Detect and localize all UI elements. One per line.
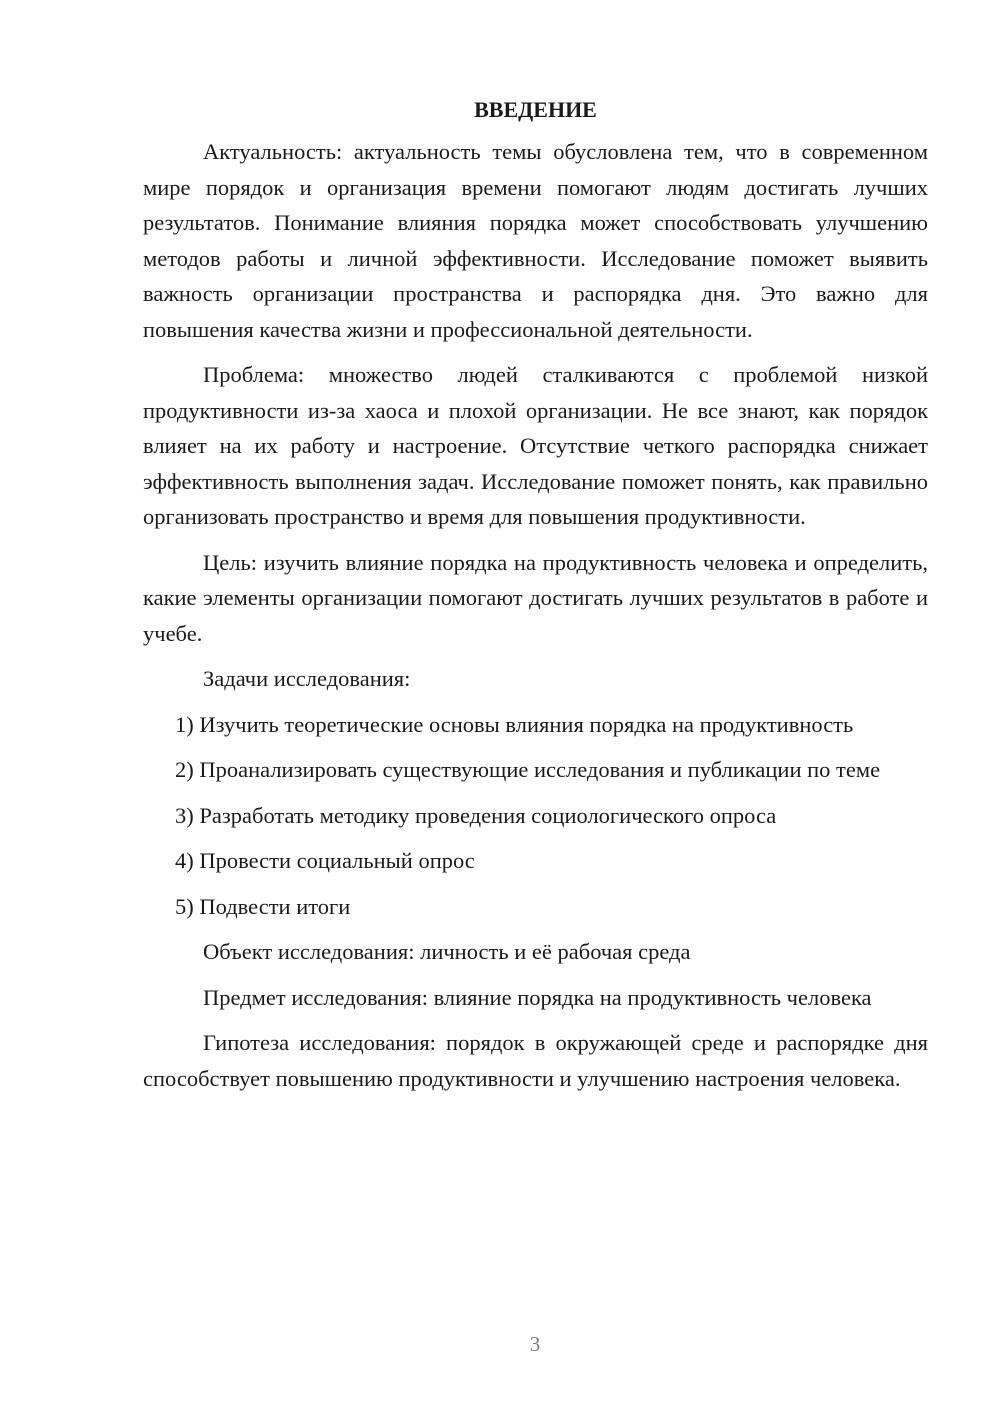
task-item-1: 1) Изучить теоретические основы влияния порядка на продуктивность (175, 711, 854, 737)
tasks-heading: Задачи исследования: (203, 666, 411, 691)
document-title: ВВЕДЕНИЕ (474, 97, 597, 122)
page-number: 3 (529, 1332, 541, 1356)
document-page (143, 92, 928, 1096)
object-paragraph: Объект исследования: личность и её рабочая среда (203, 939, 691, 964)
relevance-paragraph: Актуальность: актуальность темы обусловлена тем, что в современном мире порядок и организация времени помогают людям достигать лучших результатов. Понимание влияния порядка может способствовать улучшению методов работы и личной эффективности. Исследование поможет выявить важность организации пространства и распорядка дня. Это важно для повышения качества жизни и профессиональной деятельности. (143, 139, 928, 342)
task-item-2: 2) Проанализировать существующие исследования и публикации по теме (175, 757, 881, 782)
subject-paragraph: Предмет исследования: влияние порядка на продуктивность человека (203, 984, 872, 1010)
task-item-4: 4) Провести социальный опрос (175, 848, 475, 873)
problem-paragraph: Проблема: множество людей сталкиваются с проблемой низкой продуктивности из-за хаоса и плохой организации. Не все знают, как порядок влияет на их работу и настроение. Отсутствие четкого распорядка снижает эффективность выполнения задач. Исследование поможет понять, как правильно организовать пространство и время для повышения продуктивности. (143, 362, 928, 529)
goal-paragraph: Цель: изучить влияние порядка на продуктивность человека и определить, какие элементы организации помогают достигать лучших результатов в работе и учебе. (143, 549, 928, 646)
task-item-5: 5) Подвести итоги (175, 893, 351, 919)
task-item-3: 3) Разработать методику проведения социологического опроса (175, 802, 777, 828)
hypothesis-paragraph: Гипотеза исследования: порядок в окружающей среде и распорядке дня способствует повышению продуктивности и улучшению настроения человека. (143, 1030, 928, 1091)
